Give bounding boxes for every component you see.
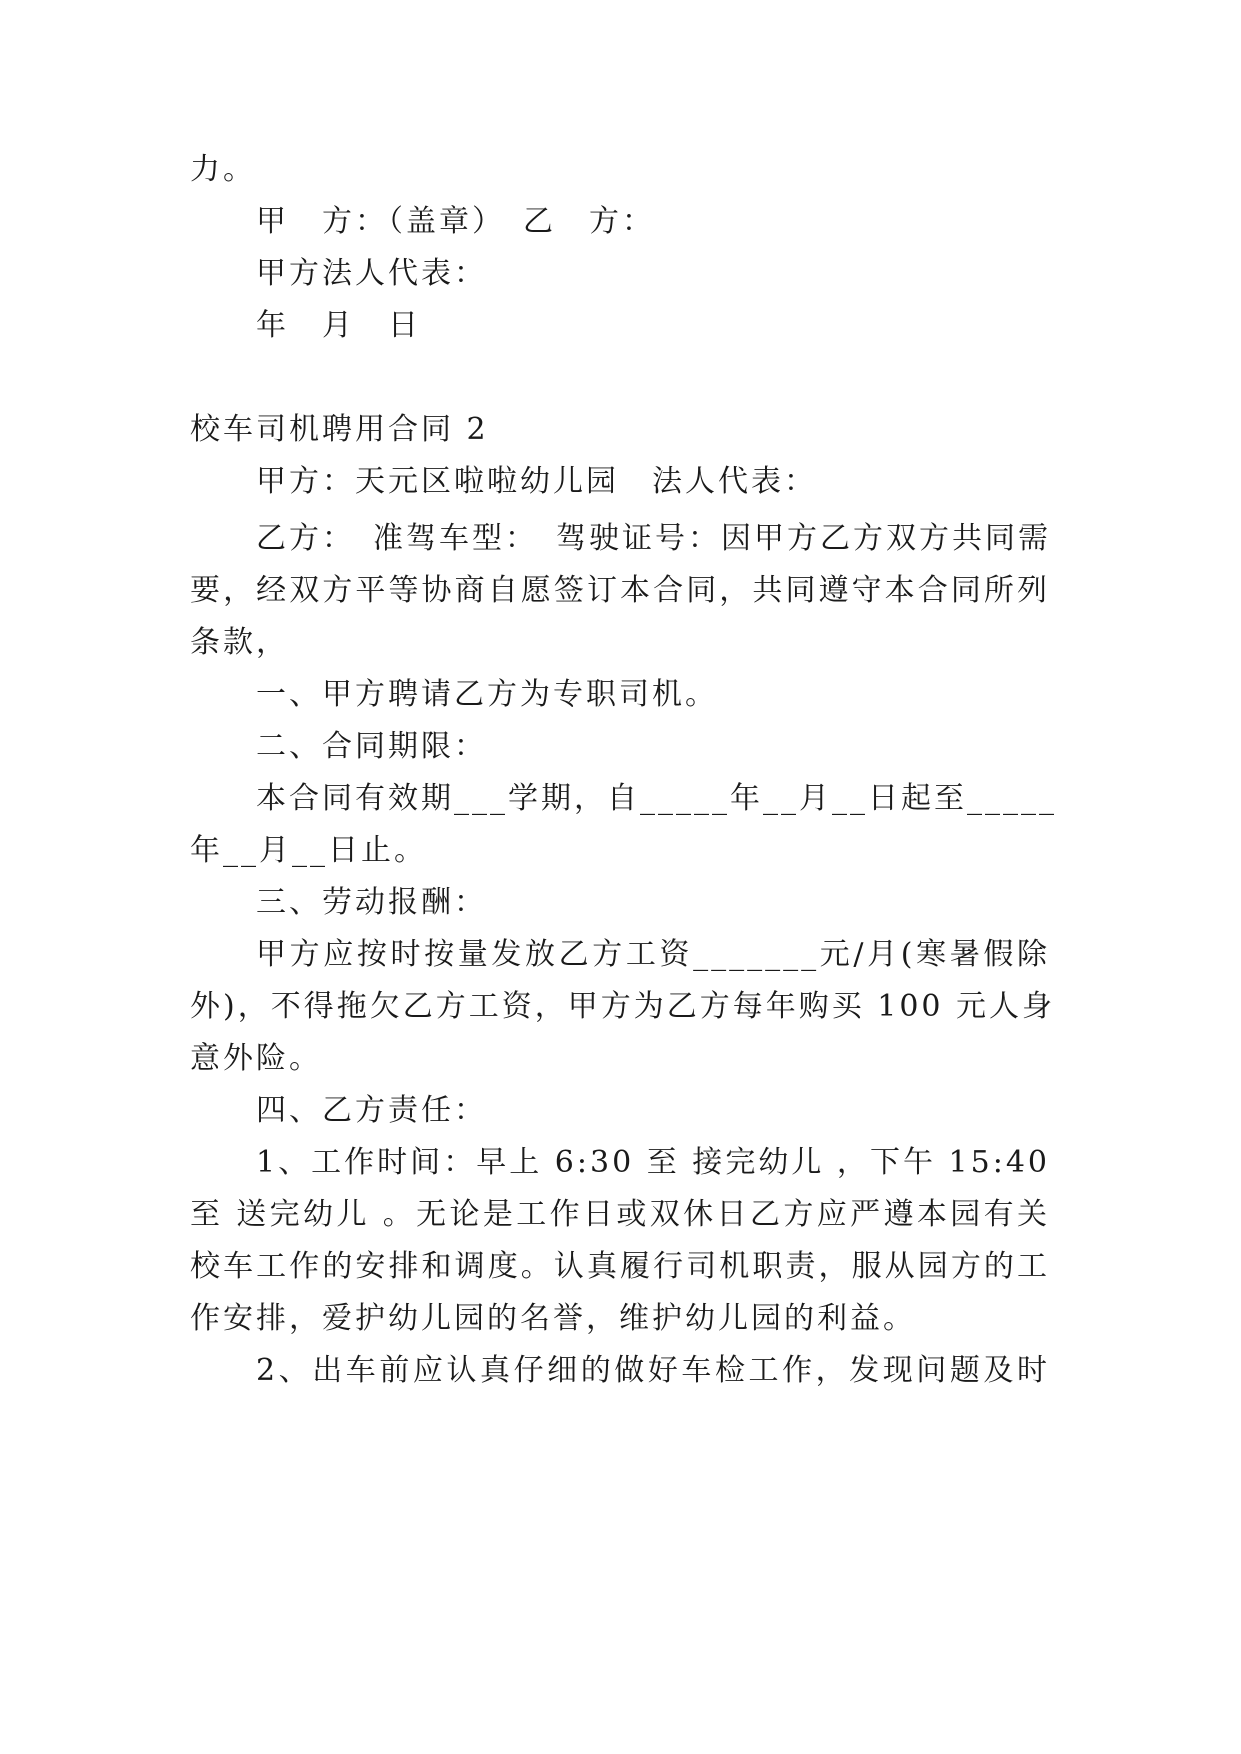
clause-heading: 三、劳动报酬： bbox=[256, 885, 487, 920]
clause-heading: 四、乙方责任： bbox=[256, 1093, 487, 1128]
paragraph-line: 意外险。 bbox=[190, 1041, 322, 1076]
clause-heading: 二、合同期限： bbox=[256, 729, 487, 764]
paragraph-line: 本合同有效期___学期，自_____年__月__日起至_____ bbox=[256, 781, 1057, 816]
paragraph-line: 要，经双方平等协商自愿签订本合同，共同遵守本合同所列 bbox=[190, 573, 1050, 608]
paragraph-line: 至 送完幼儿 。无论是工作日或双休日乙方应严遵本园有关 bbox=[190, 1197, 1050, 1232]
paragraph-line: 力。 bbox=[190, 152, 256, 187]
clause-heading: 一、甲方聘请乙方为专职司机。 bbox=[256, 677, 718, 712]
paragraph-line: 外)，不得拖欠乙方工资，甲方为乙方每年购买 100 元人身 bbox=[190, 989, 1056, 1024]
paragraph-line: 作安排，爱护幼儿园的名誉，维护幼儿园的利益。 bbox=[190, 1301, 916, 1336]
section-title: 校车司机聘用合同 2 bbox=[190, 412, 489, 447]
paragraph-line: 年__月__日止。 bbox=[190, 833, 427, 868]
signature-line-representative: 甲方法人代表： bbox=[256, 256, 487, 291]
signature-line-parties: 甲 方：（盖章） 乙 方： bbox=[256, 204, 655, 239]
paragraph-line: 2、出车前应认真仔细的做好车检工作，发现问题及时 bbox=[256, 1353, 1050, 1388]
paragraph-line: 校车工作的安排和调度。认真履行司机职责，服从园方的工 bbox=[190, 1249, 1050, 1284]
paragraph-line: 甲方：天元区啦啦幼儿园 法人代表： bbox=[256, 464, 817, 499]
signature-line-date: 年 月 日 bbox=[256, 308, 421, 343]
paragraph-line: 乙方： 准驾车型： 驾驶证号：因甲方乙方双方共同需 bbox=[256, 521, 1051, 556]
paragraph-line: 甲方应按时按量发放乙方工资_______元/月(寒暑假除 bbox=[256, 937, 1050, 972]
paragraph-line: 条款， bbox=[190, 625, 289, 660]
paragraph-line: 1、工作时间：早上 6:30 至 接完幼儿 ，下午 15:40 bbox=[256, 1145, 1050, 1180]
